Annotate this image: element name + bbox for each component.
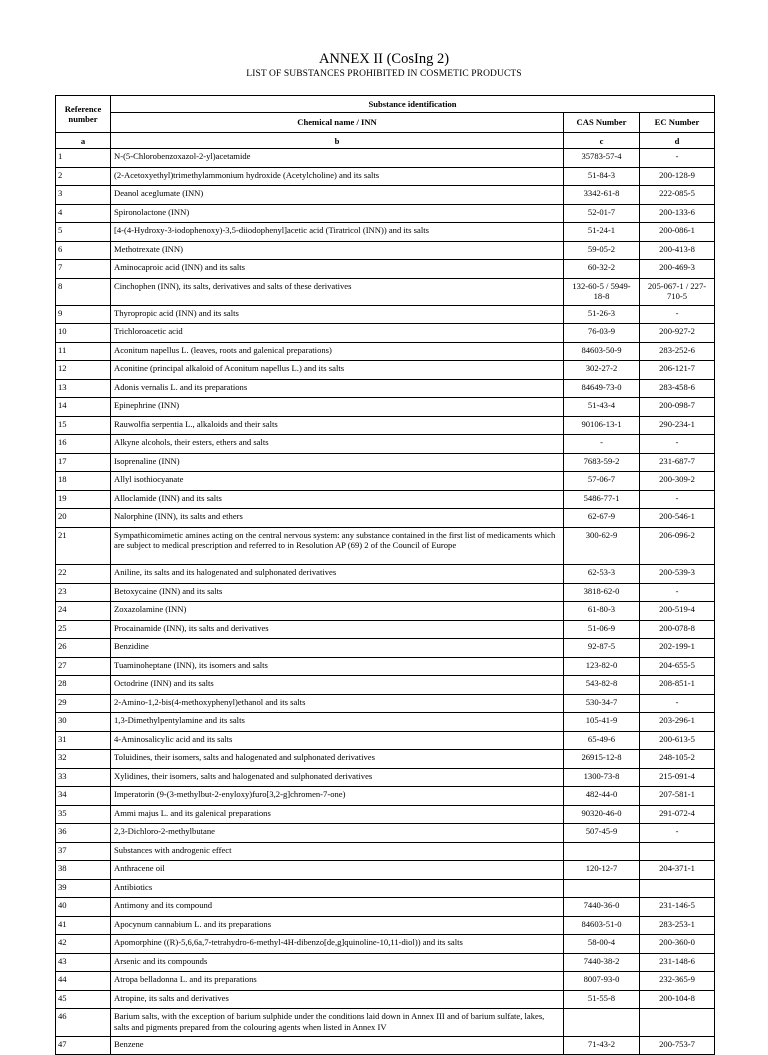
chemical-name-cell: Aconitine (principal alkaloid of Aconitum napellus L.) and its salts: [111, 361, 564, 380]
cas-number-cell: 90320-46-0: [564, 805, 640, 824]
ec-number-cell: 200-309-2: [640, 472, 715, 491]
reference-number-cell: 9: [56, 305, 111, 324]
reference-number-cell: 28: [56, 676, 111, 695]
reference-number-cell: 27: [56, 657, 111, 676]
cas-number-cell: 5486-77-1: [564, 490, 640, 509]
ec-number-cell: -: [640, 824, 715, 843]
chemical-name-cell: Benzene: [111, 1036, 564, 1055]
chemical-name-cell: Anthracene oil: [111, 861, 564, 880]
chemical-name-cell: Antimony and its compound: [111, 898, 564, 917]
ec-number-cell: 291-072-4: [640, 805, 715, 824]
cas-number-cell: 71-43-2: [564, 1036, 640, 1055]
ec-number-cell: 200-133-6: [640, 204, 715, 223]
cas-number-cell: 543-82-8: [564, 676, 640, 695]
ec-number-cell: 200-613-5: [640, 731, 715, 750]
cas-number-cell: 7440-38-2: [564, 953, 640, 972]
ec-number-cell: 248-105-2: [640, 750, 715, 769]
reference-number-cell: 38: [56, 861, 111, 880]
table-row: [56, 879, 715, 898]
chemical-name-cell: Betoxycaine (INN) and its salts: [111, 583, 564, 602]
cas-number-cell: 123-82-0: [564, 657, 640, 676]
table-row: [56, 1036, 715, 1055]
chemical-name-cell: Rauwolfia serpentia L., alkaloids and their salts: [111, 416, 564, 435]
reference-number-cell: 7: [56, 260, 111, 279]
table-row: [56, 602, 715, 621]
cas-number-cell: 61-80-3: [564, 602, 640, 621]
table-row: [56, 861, 715, 880]
cas-number-cell: 92-87-5: [564, 639, 640, 658]
cas-number-cell: 26915-12-8: [564, 750, 640, 769]
annex-title: ANNEX II (CosIng 2): [318, 51, 450, 67]
ec-number-cell: 232-365-9: [640, 972, 715, 991]
reference-number-cell: 5: [56, 223, 111, 242]
reference-number-cell: 39: [56, 879, 111, 898]
chemical-name-cell: Barium salts, with the exception of barium sulphide under the conditions laid down in Annex III and of barium sulfate, lakes, salts and pigments prepared from the colouring agents when listed in Annex IV: [111, 1009, 564, 1036]
table-row: [56, 398, 715, 417]
ec-number-cell: 231-148-6: [640, 953, 715, 972]
ec-number-cell: 206-096-2: [640, 527, 715, 565]
ec-number-cell: 200-519-4: [640, 602, 715, 621]
cas-number-cell: 60-32-2: [564, 260, 640, 279]
ec-number-cell: -: [640, 490, 715, 509]
reference-number-cell: 23: [56, 583, 111, 602]
cas-number-cell: 51-26-3: [564, 305, 640, 324]
cas-number-cell: 90106-13-1: [564, 416, 640, 435]
reference-number-cell: 21: [56, 527, 111, 565]
reference-number-cell: 14: [56, 398, 111, 417]
ec-number-cell: 200-539-3: [640, 565, 715, 584]
reference-number-cell: 15: [56, 416, 111, 435]
table-row: [56, 361, 715, 380]
reference-number-cell: 40: [56, 898, 111, 917]
reference-number-cell: 22: [56, 565, 111, 584]
table-body: [56, 149, 715, 1055]
ec-number-cell: 203-296-1: [640, 713, 715, 732]
cas-number-cell: [564, 879, 640, 898]
reference-number-cell: 29: [56, 694, 111, 713]
reference-number-cell: 34: [56, 787, 111, 806]
ec-number-cell: 200-753-7: [640, 1036, 715, 1055]
ec-number-cell: 283-253-1: [640, 916, 715, 935]
table-row: [56, 342, 715, 361]
chemical-name-cell: Sympathicomimetic amines acting on the central nervous system: any substance contained in the first list of medicaments which are subject to medical prescription and referred to in Resolution AP (69) 2 of the Council of Europe: [111, 527, 564, 565]
reference-number-cell: 32: [56, 750, 111, 769]
table-row: [56, 657, 715, 676]
reference-number-cell: 36: [56, 824, 111, 843]
chemical-name-cell: Atropa belladonna L. and its preparations: [111, 972, 564, 991]
reference-number-cell: 10: [56, 324, 111, 343]
cas-number-cell: 120-12-7: [564, 861, 640, 880]
cas-number-cell: 8007-93-0: [564, 972, 640, 991]
ec-number-cell: 200-128-9: [640, 167, 715, 186]
chemical-name-cell: Arsenic and its compounds: [111, 953, 564, 972]
chemical-name-cell: Octodrine (INN) and its salts: [111, 676, 564, 695]
chemical-name-cell: Trichloroacetic acid: [111, 324, 564, 343]
cas-number-cell: -: [564, 435, 640, 454]
ec-number-cell: -: [640, 694, 715, 713]
ec-number-cell: 204-655-5: [640, 657, 715, 676]
ec-number-cell: 231-687-7: [640, 453, 715, 472]
cas-number-cell: 51-06-9: [564, 620, 640, 639]
reference-number-cell: 17: [56, 453, 111, 472]
cas-number-cell: 105-41-9: [564, 713, 640, 732]
cas-number-cell: 84603-51-0: [564, 916, 640, 935]
table-row: [56, 842, 715, 861]
chemical-name-cell: Benzidine: [111, 639, 564, 658]
ec-number-cell: -: [640, 435, 715, 454]
ec-number-cell: 290-234-1: [640, 416, 715, 435]
reference-number-cell: 24: [56, 602, 111, 621]
table-row: [56, 149, 715, 168]
table-row: [56, 935, 715, 954]
cas-number-cell: 300-62-9: [564, 527, 640, 565]
cas-number-cell: 76-03-9: [564, 324, 640, 343]
chemical-name-cell: Procainamide (INN), its salts and derivatives: [111, 620, 564, 639]
table-row: [56, 713, 715, 732]
ec-number-cell: 200-546-1: [640, 509, 715, 528]
cas-number-cell: 1300-73-8: [564, 768, 640, 787]
reference-number-cell: 45: [56, 990, 111, 1009]
ec-number-cell: -: [640, 305, 715, 324]
ec-number-cell: [640, 1009, 715, 1036]
ec-number-cell: 283-252-6: [640, 342, 715, 361]
table-row: [56, 472, 715, 491]
reference-number-cell: 47: [56, 1036, 111, 1055]
cas-number-cell: 65-49-6: [564, 731, 640, 750]
ec-number-cell: 207-581-1: [640, 787, 715, 806]
reference-number-header: Reference number: [56, 96, 111, 133]
chemical-name-cell: Toluidines, their isomers, salts and halogenated and sulphonated derivatives: [111, 750, 564, 769]
chemical-name-cell: Deanol aceglumate (INN): [111, 186, 564, 205]
table-row: [56, 241, 715, 260]
table-row: [56, 916, 715, 935]
cas-number-cell: [564, 842, 640, 861]
reference-number-cell: 6: [56, 241, 111, 260]
chemical-name-cell: Imperatorin (9-(3-methylbut-2-enyloxy)furo[3,2-g]chromen-7-one): [111, 787, 564, 806]
reference-number-cell: 33: [56, 768, 111, 787]
table-row: [56, 305, 715, 324]
cas-number-cell: 35783-57-4: [564, 149, 640, 168]
chemical-name-cell: Nalorphine (INN), its salts and ethers: [111, 509, 564, 528]
reference-number-cell: 19: [56, 490, 111, 509]
ec-number-cell: 200-078-8: [640, 620, 715, 639]
table-row: [56, 583, 715, 602]
chemical-name-cell: 4-Aminosalicylic acid and its salts: [111, 731, 564, 750]
reference-number-cell: 26: [56, 639, 111, 658]
chemical-name-cell: [4-(4-Hydroxy-3-iodophenoxy)-3,5-diiodophenyl]acetic acid (Tiratricol (INN)) and its salts: [111, 223, 564, 242]
table-row: [56, 509, 715, 528]
table-row: [56, 204, 715, 223]
cas-number-cell: [564, 1009, 640, 1036]
table-row: [56, 620, 715, 639]
table-row: [56, 639, 715, 658]
chemical-name-header: Chemical name / INN: [111, 112, 564, 132]
reference-number-cell: 4: [56, 204, 111, 223]
ec-number-cell: 205-067-1 / 227-710-5: [640, 278, 715, 305]
reference-number-cell: 42: [56, 935, 111, 954]
chemical-name-cell: Tuaminoheptane (INN), its isomers and salts: [111, 657, 564, 676]
chemical-name-cell: 2-Amino-1,2-bis(4-methoxyphenyl)ethanol and its salts: [111, 694, 564, 713]
cas-number-cell: 62-67-9: [564, 509, 640, 528]
chemical-name-cell: N-(5-Chlorobenzoxazol-2-yl)acetamide: [111, 149, 564, 168]
table-row: [56, 972, 715, 991]
cas-number-cell: 7440-36-0: [564, 898, 640, 917]
cas-number-cell: 59-05-2: [564, 241, 640, 260]
chemical-name-cell: Isoprenaline (INN): [111, 453, 564, 472]
ec-number-cell: 200-927-2: [640, 324, 715, 343]
table-row: [56, 953, 715, 972]
reference-number-cell: 18: [56, 472, 111, 491]
table-row: [56, 898, 715, 917]
cas-number-cell: 84603-50-9: [564, 342, 640, 361]
reference-number-cell: 3: [56, 186, 111, 205]
reference-number-cell: 31: [56, 731, 111, 750]
ec-number-cell: 200-086-1: [640, 223, 715, 242]
cas-number-cell: 3342-61-8: [564, 186, 640, 205]
table-row: [56, 990, 715, 1009]
reference-number-cell: 12: [56, 361, 111, 380]
column-letter-b: b: [111, 133, 564, 149]
ec-number-cell: 204-371-1: [640, 861, 715, 880]
table-row: [56, 278, 715, 305]
column-letter-a: a: [56, 133, 111, 149]
table-row: [56, 260, 715, 279]
chemical-name-cell: Zoxazolamine (INN): [111, 602, 564, 621]
cas-number-cell: 51-24-1: [564, 223, 640, 242]
ec-number-cell: 200-098-7: [640, 398, 715, 417]
cas-number-header: CAS Number: [564, 112, 640, 132]
chemical-name-cell: Aconitum napellus L. (leaves, roots and galenical preparations): [111, 342, 564, 361]
chemical-name-cell: Antibiotics: [111, 879, 564, 898]
table-row: [56, 824, 715, 843]
table-row: [56, 1009, 715, 1036]
reference-number-cell: 16: [56, 435, 111, 454]
table-row: [56, 787, 715, 806]
chemical-name-cell: Adonis vernalis L. and its preparations: [111, 379, 564, 398]
chemical-name-cell: Alkyne alcohols, their esters, ethers and salts: [111, 435, 564, 454]
table-row: [56, 379, 715, 398]
reference-number-cell: 44: [56, 972, 111, 991]
ec-number-cell: 200-360-0: [640, 935, 715, 954]
reference-number-cell: 25: [56, 620, 111, 639]
table-row: [56, 527, 715, 565]
table-row: [56, 768, 715, 787]
ec-number-cell: -: [640, 583, 715, 602]
ec-number-header: EC Number: [640, 112, 715, 132]
ec-number-cell: 208-851-1: [640, 676, 715, 695]
reference-number-cell: 35: [56, 805, 111, 824]
ec-number-cell: [640, 842, 715, 861]
cas-number-cell: 482-44-0: [564, 787, 640, 806]
chemical-name-cell: Aminocaproic acid (INN) and its salts: [111, 260, 564, 279]
reference-number-cell: 13: [56, 379, 111, 398]
reference-number-cell: 30: [56, 713, 111, 732]
cas-number-cell: 84649-73-0: [564, 379, 640, 398]
cas-number-cell: 132-60-5 / 5949-18-8: [564, 278, 640, 305]
chemical-name-cell: 2,3-Dichloro-2-methylbutane: [111, 824, 564, 843]
chemical-name-cell: Substances with androgenic effect: [111, 842, 564, 861]
table-row: [56, 223, 715, 242]
table-row: [56, 167, 715, 186]
table-row: [56, 805, 715, 824]
column-letter-c: c: [564, 133, 640, 149]
reference-number-cell: 11: [56, 342, 111, 361]
chemical-name-cell: 1,3-Dimethylpentylamine and its salts: [111, 713, 564, 732]
cas-number-cell: 62-53-3: [564, 565, 640, 584]
chemical-name-cell: Apocynum cannabium L. and its preparations: [111, 916, 564, 935]
annex-subtitle: LIST OF SUBSTANCES PROHIBITED IN COSMETIC PRODUCTS: [246, 69, 522, 79]
ec-number-cell: [640, 879, 715, 898]
cas-number-cell: 507-45-9: [564, 824, 640, 843]
reference-number-cell: 8: [56, 278, 111, 305]
ec-number-cell: 231-146-5: [640, 898, 715, 917]
cas-number-cell: 530-34-7: [564, 694, 640, 713]
cas-number-cell: 57-06-7: [564, 472, 640, 491]
chemical-name-cell: Cinchophen (INN), its salts, derivatives and salts of these derivatives: [111, 278, 564, 305]
cas-number-cell: 52-01-7: [564, 204, 640, 223]
chemical-name-cell: Atropine, its salts and derivatives: [111, 990, 564, 1009]
reference-number-cell: 37: [56, 842, 111, 861]
cas-number-cell: 3818-62-0: [564, 583, 640, 602]
table-row: [56, 565, 715, 584]
reference-number-cell: 1: [56, 149, 111, 168]
cas-number-cell: 51-84-3: [564, 167, 640, 186]
cas-number-cell: 58-00-4: [564, 935, 640, 954]
ec-number-cell: 200-469-3: [640, 260, 715, 279]
reference-number-cell: 43: [56, 953, 111, 972]
table-row: [56, 416, 715, 435]
table-row: [56, 435, 715, 454]
ec-number-cell: 206-121-7: [640, 361, 715, 380]
ec-number-cell: 200-413-8: [640, 241, 715, 260]
table-row: [56, 324, 715, 343]
substance-identification-header: Substance identification: [111, 96, 715, 113]
cas-number-cell: 302-27-2: [564, 361, 640, 380]
reference-number-cell: 46: [56, 1009, 111, 1036]
table-row: [56, 490, 715, 509]
ec-number-cell: 283-458-6: [640, 379, 715, 398]
ec-number-cell: 222-085-5: [640, 186, 715, 205]
chemical-name-cell: Alloclamide (INN) and its salts: [111, 490, 564, 509]
table-row: [56, 750, 715, 769]
table-row: [56, 731, 715, 750]
reference-number-cell: 41: [56, 916, 111, 935]
reference-number-cell: 20: [56, 509, 111, 528]
table-row: [56, 186, 715, 205]
chemical-name-cell: Ammi majus L. and its galenical preparations: [111, 805, 564, 824]
cas-number-cell: 51-43-4: [564, 398, 640, 417]
chemical-name-cell: Epinephrine (INN): [111, 398, 564, 417]
chemical-name-cell: (2-Acetoxyethyl)trimethylammonium hydroxide (Acetylcholine) and its salts: [111, 167, 564, 186]
table-row: [56, 676, 715, 695]
chemical-name-cell: Apomorphine ((R)-5,6,6a,7-tetrahydro-6-methyl-4H-dibenzo[de,g]quinoline-10,11-diol)) and its salts: [111, 935, 564, 954]
cas-number-cell: 7683-59-2: [564, 453, 640, 472]
ec-number-cell: 200-104-8: [640, 990, 715, 1009]
chemical-name-cell: Aniline, its salts and its halogenated and sulphonated derivatives: [111, 565, 564, 584]
reference-number-cell: 2: [56, 167, 111, 186]
column-letter-d: d: [640, 133, 715, 149]
ec-number-cell: 202-199-1: [640, 639, 715, 658]
chemical-name-cell: Methotrexate (INN): [111, 241, 564, 260]
table-row: [56, 453, 715, 472]
table-row: [56, 694, 715, 713]
cas-number-cell: 51-55-8: [564, 990, 640, 1009]
ec-number-cell: 215-091-4: [640, 768, 715, 787]
chemical-name-cell: Allyl isothiocyanate: [111, 472, 564, 491]
chemical-name-cell: Thyropropic acid (INN) and its salts: [111, 305, 564, 324]
substances-table: [55, 95, 715, 1055]
ec-number-cell: -: [640, 149, 715, 168]
chemical-name-cell: Spironolactone (INN): [111, 204, 564, 223]
chemical-name-cell: Xylidines, their isomers, salts and halogenated and sulphonated derivatives: [111, 768, 564, 787]
